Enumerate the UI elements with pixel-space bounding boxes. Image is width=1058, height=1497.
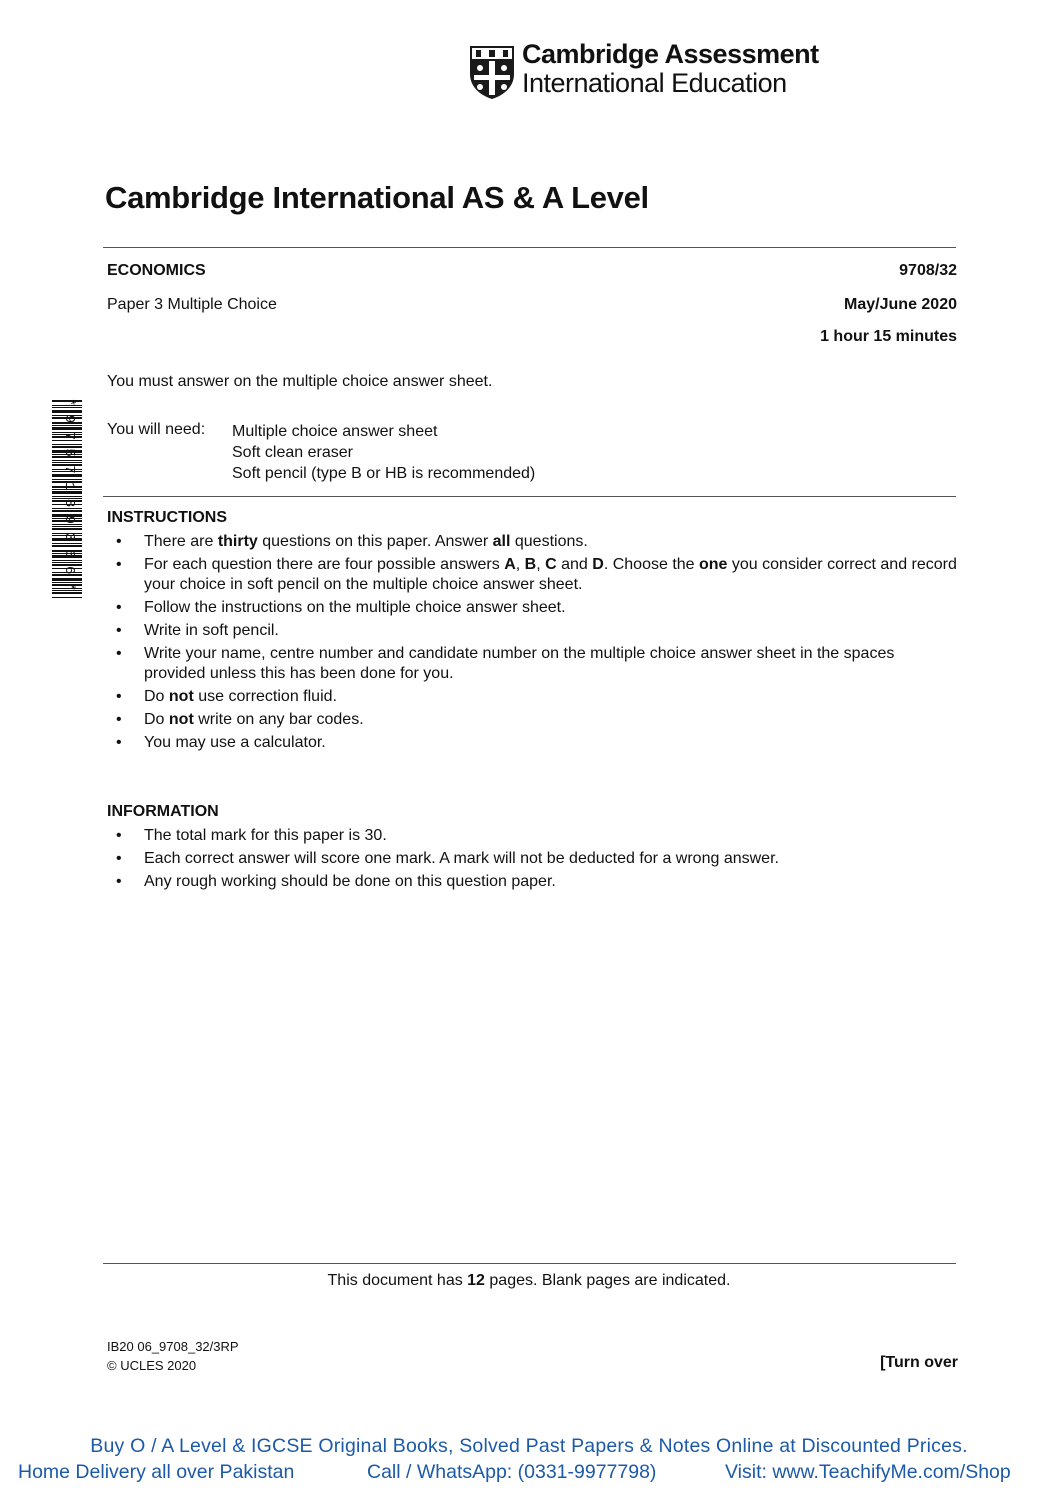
need-item: Multiple choice answer sheet	[232, 423, 438, 440]
paper-name: Paper 3 Multiple Choice	[107, 296, 277, 313]
list-item	[107, 555, 959, 595]
emphasis-text: A	[504, 556, 516, 573]
bullet-icon: •	[116, 850, 122, 867]
bullet-icon: •	[116, 622, 122, 639]
emphasis-text: not	[168, 688, 194, 705]
text-segment: questions on this paper. Answer	[257, 533, 493, 550]
promo-line-1: Buy O / A Level & IGCSE Original Books, Solved Past Papers & Notes Online at Discounted Prices.	[90, 1435, 968, 1457]
divider-top	[103, 247, 956, 248]
promo-contact	[367, 1461, 656, 1484]
instructions-heading: INSTRUCTIONS	[107, 509, 227, 526]
bullet-icon: •	[116, 556, 122, 573]
text-segment: Write your name, centre number and candidate number on the multiple choice answer sheet in the spaces provided unless this has been done for you.	[144, 645, 895, 682]
text-segment: Write in soft pencil.	[144, 622, 279, 639]
list-item	[107, 849, 959, 869]
syllabus-code: 9708/32	[899, 262, 957, 279]
text-segment: questions.	[510, 533, 588, 550]
you-will-need-list	[232, 421, 535, 484]
page-count-note	[0, 1272, 1058, 1290]
text-segment: There are	[144, 533, 218, 550]
list-item	[107, 733, 959, 753]
exam-duration: 1 hour 15 minutes	[820, 328, 957, 345]
text-segment: and	[556, 556, 593, 573]
you-will-need-label: You will need:	[107, 421, 206, 438]
brand-line-1: Cambridge Assessment	[522, 39, 819, 69]
list-item-text	[144, 598, 959, 618]
turn-over-label: [Turn over	[880, 1354, 958, 1371]
bullet-icon: •	[116, 827, 122, 844]
promo-line-2	[18, 1461, 294, 1484]
reference-code: IB20 06_9708_32/3RP	[107, 1339, 239, 1354]
list-item	[107, 621, 959, 641]
list-item	[107, 872, 959, 892]
bullet-icon: •	[116, 533, 122, 550]
text-segment: ,	[515, 556, 525, 573]
page-count: 12	[467, 1272, 485, 1289]
brand-line-2: International Education	[522, 68, 787, 98]
list-item-text	[144, 826, 959, 846]
bullet-icon: •	[116, 645, 122, 662]
information-list	[107, 826, 959, 895]
promo-website-link[interactable]: Visit: www.TeachifyMe.com/Shop	[725, 1461, 1011, 1483]
list-item	[107, 532, 959, 552]
instructions-list	[107, 532, 959, 756]
cambridge-shield-icon	[468, 44, 516, 100]
list-item-text	[144, 555, 959, 595]
list-item-text	[144, 733, 959, 753]
text-segment: Each correct answer will score one mark. A mark will not be deducted for a wrong answer.	[144, 850, 779, 867]
list-item-text	[144, 687, 959, 707]
list-item	[107, 687, 959, 707]
text-segment: For each question there are four possible answers	[144, 556, 505, 573]
barcode-text: * 9 7 5 7 1 8 9 3 6 6 *	[61, 398, 77, 592]
page-count-pre: This document has	[327, 1272, 468, 1289]
list-item-text	[144, 644, 959, 684]
text-segment: . Choose the	[603, 556, 699, 573]
page-title: Cambridge International AS & A Level	[105, 180, 649, 215]
emphasis-text: not	[168, 711, 194, 728]
list-item-text	[144, 621, 959, 641]
emphasis-text: one	[699, 556, 728, 573]
text-segment: Do	[144, 688, 169, 705]
reference-block	[107, 1337, 239, 1375]
text-segment: you consider correct and record your choice in soft pencil on the multiple choice answer sheet.	[144, 556, 957, 593]
bullet-icon: •	[116, 688, 122, 705]
text-segment: Follow the instructions on the multiple choice answer sheet.	[144, 599, 566, 616]
text-segment: ,	[536, 556, 546, 573]
page-count-post: pages. Blank pages are indicated.	[484, 1272, 731, 1289]
list-item-text	[144, 710, 959, 730]
text-segment: Any rough working should be done on this question paper.	[144, 873, 556, 890]
need-item: Soft clean eraser	[232, 444, 353, 461]
need-item: Soft pencil (type B or HB is recommended)	[232, 465, 536, 482]
brand-logo-text	[522, 40, 819, 98]
emphasis-text: C	[545, 556, 557, 573]
text-segment: use correction fluid.	[193, 688, 337, 705]
exam-session: May/June 2020	[844, 296, 957, 313]
emphasis-text: thirty	[217, 533, 258, 550]
bullet-icon: •	[116, 711, 122, 728]
bullet-icon: •	[116, 873, 122, 890]
promo-phone[interactable]: Call / WhatsApp: (0331-9977798)	[367, 1461, 657, 1483]
list-item-text	[144, 872, 959, 892]
text-segment: You may use a calculator.	[144, 734, 326, 751]
promo-delivery: Home Delivery all over Pakistan	[18, 1461, 295, 1483]
list-item-text	[144, 532, 959, 552]
text-segment: The total mark for this paper is 30.	[144, 827, 387, 844]
list-item	[107, 598, 959, 618]
answer-note: You must answer on the multiple choice answer sheet.	[107, 373, 493, 390]
barcode-bar	[52, 597, 82, 598]
divider-bottom	[103, 1263, 956, 1264]
bullet-icon: •	[116, 599, 122, 616]
text-segment: Do	[144, 711, 169, 728]
barcode-bar	[52, 592, 82, 594]
emphasis-text: all	[492, 533, 511, 550]
list-item-text	[144, 849, 959, 869]
emphasis-text: B	[524, 556, 537, 573]
list-item	[107, 826, 959, 846]
copyright: © UCLES 2020	[107, 1358, 197, 1373]
subject-name: ECONOMICS	[107, 262, 206, 279]
text-segment: write on any bar codes.	[193, 711, 364, 728]
list-item	[107, 710, 959, 730]
barcode	[30, 398, 82, 602]
bullet-icon: •	[116, 734, 122, 751]
divider-mid	[103, 496, 956, 497]
emphasis-text: D	[592, 556, 604, 573]
list-item	[107, 644, 959, 684]
promo-website	[725, 1461, 1011, 1484]
information-heading: INFORMATION	[107, 803, 219, 820]
